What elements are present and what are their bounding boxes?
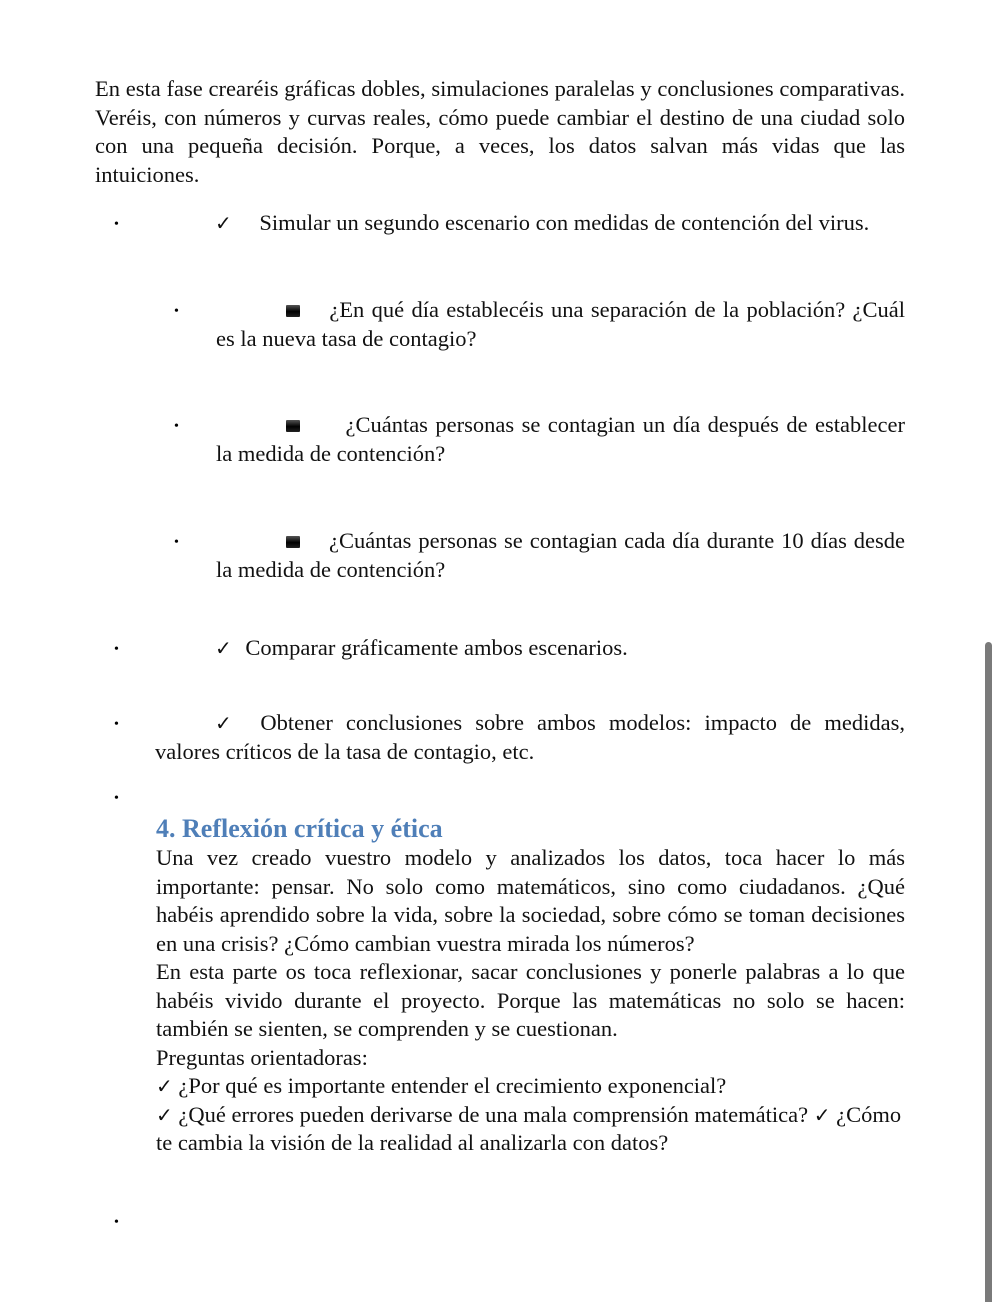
list-item-text: Simular un segundo escenario con medidas de contención del virus. xyxy=(259,210,870,235)
square-bullet-icon xyxy=(286,536,300,548)
question-text: ¿Por qué es importante entender el crecimiento exponencial? xyxy=(178,1073,727,1098)
bullet-dot: • xyxy=(114,217,119,232)
list-item-text: ¿En qué día establecéis una separación de la población? ¿Cuál es la nueva tasa de contagio? xyxy=(216,297,905,351)
list-item xyxy=(216,296,905,353)
bullet-dot: • xyxy=(114,791,119,806)
vertical-scrollbar[interactable] xyxy=(985,642,992,1302)
section-paragraph: Una vez creado vuestro modelo y analizados los datos, toca hacer lo más importante: pensar. No solo como matemáticos, sino como ciudadanos. ¿Qué habéis aprendido sobre la vida, sobre la sociedad, sobre cómo se toman decisiones en una crisis? ¿Cómo cambian vuestra mirada los números? xyxy=(156,845,905,956)
bullet-dot: • xyxy=(174,535,179,550)
bullet-dot: • xyxy=(114,1215,119,1230)
checkmark-icon: ✓ xyxy=(813,1102,831,1127)
intro-paragraph: En esta fase crearéis gráficas dobles, simulaciones paralelas y conclusiones comparativas. Veréis, con números y curvas reales, cómo puede cambiar el destino de una ciudad solo con una pequeña decisión. Porque, a veces, los datos salvan más vidas que las intuiciones. xyxy=(95,76,905,187)
list-item xyxy=(216,527,905,584)
square-bullet-icon xyxy=(286,420,300,432)
checkmark-icon: ✓ xyxy=(215,211,232,235)
list-item-text: Obtener conclusiones sobre ambos modelos: impacto de medidas, valores críticos de la tasa de contagio, etc. xyxy=(155,710,905,764)
bullet-dot: • xyxy=(174,419,179,434)
list-item xyxy=(155,209,905,238)
list-item xyxy=(155,709,905,766)
guiding-question xyxy=(156,1072,905,1101)
list-item-text: ¿Cuántas personas se contagian un día después de establecer la medida de contención? xyxy=(216,412,905,466)
section-reflexion xyxy=(156,814,905,1158)
section-paragraph: En esta parte os toca reflexionar, sacar conclusiones y ponerle palabras a lo que habéis vivido durante el proyecto. Porque las matemáticas no solo se hacen: también se sienten, se comprenden y se cuestionan. xyxy=(156,959,905,1041)
section-heading: 4. Reflexión crítica y ética xyxy=(156,814,443,843)
list-item-text: ¿Cuántas personas se contagian cada día durante 10 días desde la medida de contención? xyxy=(216,528,906,582)
square-bullet-icon xyxy=(286,305,300,317)
list-item xyxy=(155,634,905,663)
question-text: ¿Cómo te cambia la visión de la realidad al analizarla con datos? xyxy=(156,1101,902,1155)
checkmark-icon: ✓ xyxy=(156,1102,173,1127)
checkmark-icon: ✓ xyxy=(215,636,232,660)
bullet-dot: • xyxy=(174,304,179,319)
list-item xyxy=(216,411,905,468)
guiding-questions-label: Preguntas orientadoras: xyxy=(156,1044,368,1070)
bullet-dot: • xyxy=(114,717,119,732)
question-text: ¿Qué errores pueden derivarse de una mala comprensión matemática? xyxy=(178,1101,809,1127)
bullet-dot: • xyxy=(114,642,119,657)
checkmark-icon: ✓ xyxy=(215,711,240,735)
list-item-text: Comparar gráficamente ambos escenarios. xyxy=(245,635,628,660)
checkmark-icon: ✓ xyxy=(156,1074,173,1098)
guiding-question xyxy=(156,1101,905,1158)
